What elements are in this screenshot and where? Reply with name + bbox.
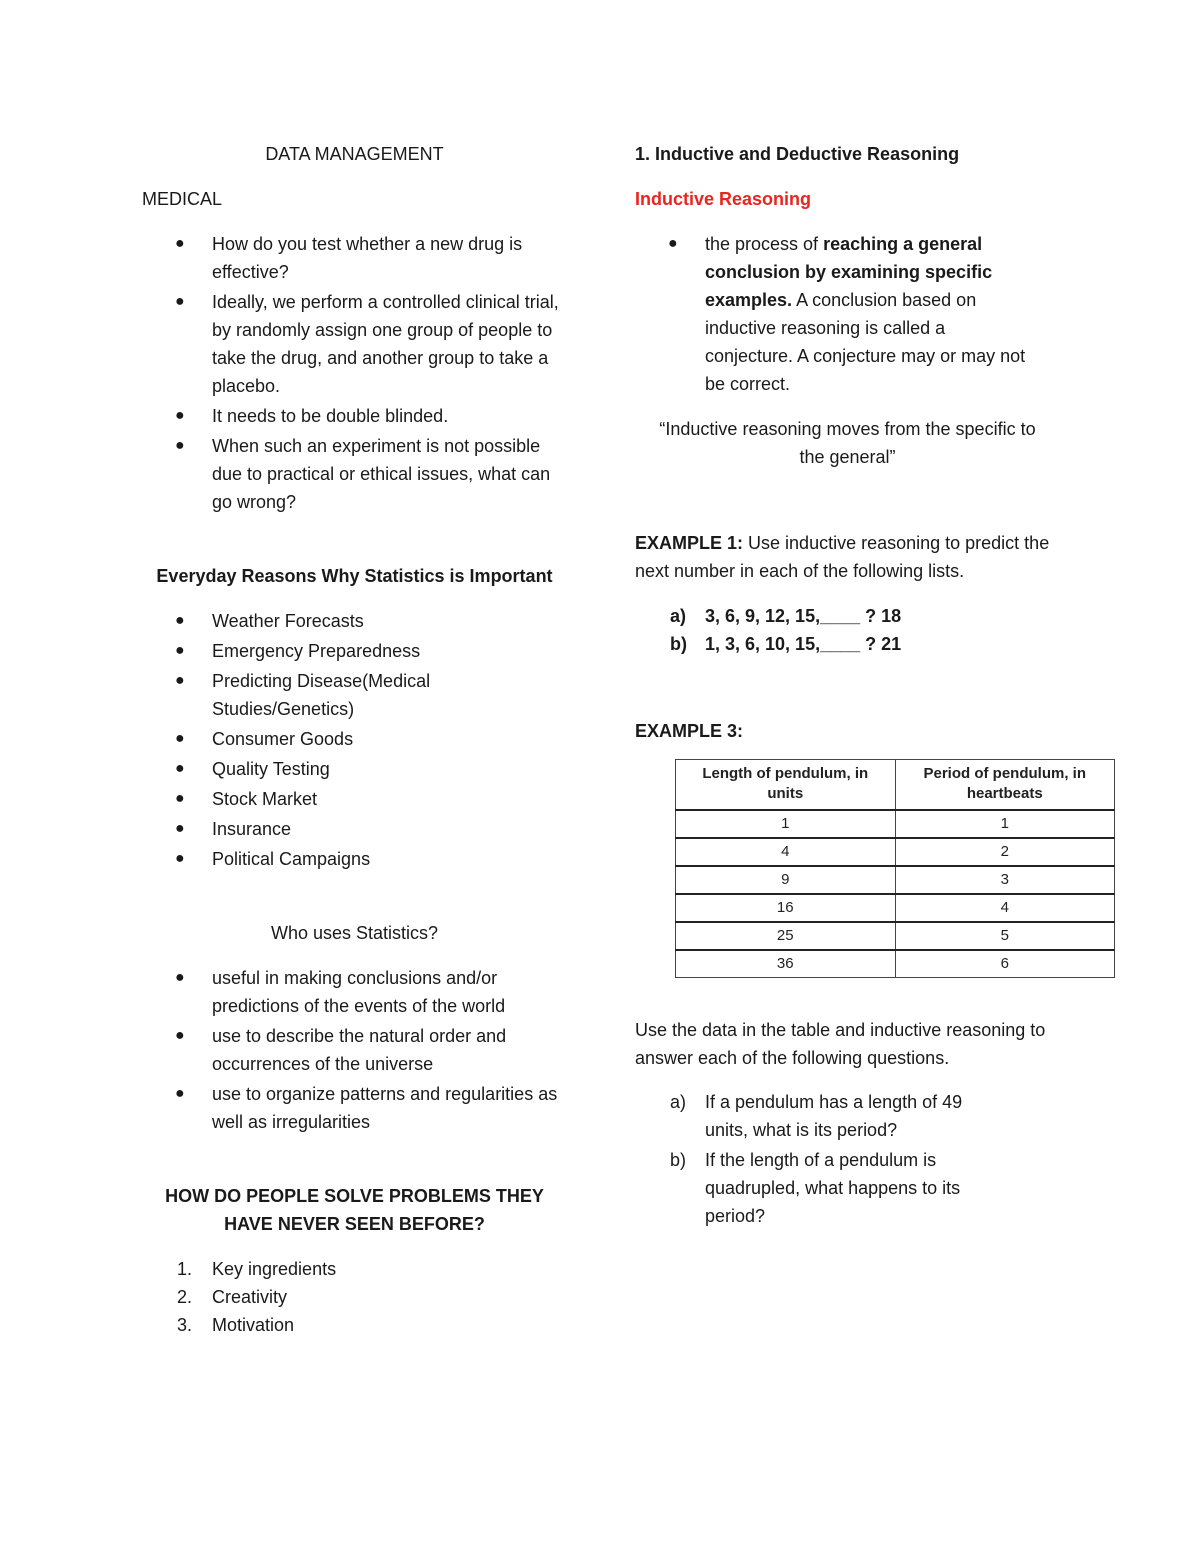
table-cell: 4 [895, 894, 1115, 922]
table-cell: 4 [676, 838, 896, 866]
column-header: Period of pendulum, in heartbeats [895, 760, 1115, 811]
questions-list [635, 1088, 1115, 1230]
table-cell: 9 [676, 866, 896, 894]
list-item: ● Consumer Goods [142, 725, 567, 753]
table-row [676, 838, 1115, 866]
list-item: a) If a pendulum has a length of 49 units, what is its period? [670, 1092, 963, 1140]
who-heading: Who uses Statistics? [270, 923, 439, 943]
quote-line-1: “Inductive reasoning moves from the specific to [659, 419, 1036, 439]
bullet-icon: ● [175, 293, 185, 310]
list-item: ● Emergency Preparedness [142, 637, 567, 665]
bullet-icon: ● [175, 437, 185, 454]
example1-list [635, 602, 1115, 658]
table-row [676, 810, 1115, 838]
bullet-icon: ● [175, 672, 185, 689]
medical-heading: MEDICAL [142, 189, 223, 209]
column-header: Length of pendulum, in units [676, 760, 896, 811]
list-item: a) 3, 6, 9, 12, 15,____ ? 18 [670, 606, 902, 626]
table-cell: 1 [895, 810, 1115, 838]
table-row [676, 894, 1115, 922]
bullet-icon: ● [175, 760, 185, 777]
section-title: 1. Inductive and Deductive Reasoning [635, 144, 960, 164]
example1-text: EXAMPLE 1: Use inductive reasoning to predict the next number in each of the following lists. [635, 533, 1050, 581]
bullet-icon: ● [175, 612, 185, 629]
everyday-heading: Everyday Reasons Why Statistics is Important [156, 566, 553, 586]
list-item: ● useful in making conclusions and/or predictions of the events of the world [142, 964, 567, 1020]
list-item: 3. Motivation [177, 1315, 295, 1335]
list-item: 1. Key ingredients [177, 1259, 337, 1279]
table-cell: 16 [676, 894, 896, 922]
quote-line-2: the general” [799, 447, 896, 467]
medical-list [142, 230, 567, 516]
definition-item: ● the process of reaching a general conclusion by examining specific examples. A conclusion based on inductive reasoning is called a conjecture. A conjecture may or may not be correct. [635, 230, 1035, 398]
bullet-icon: ● [175, 969, 185, 986]
table-header-row [676, 760, 1115, 811]
bullet-icon: ● [175, 730, 185, 747]
list-item: ● use to describe the natural order and occurrences of the universe [142, 1022, 567, 1078]
list-item: ● When such an experiment is not possible due to practical or ethical issues, what can go wrong? [142, 432, 567, 516]
table-cell: 5 [895, 922, 1115, 950]
table-cell: 36 [676, 950, 896, 978]
bullet-icon: ● [175, 407, 185, 424]
inductive-heading: Inductive Reasoning [635, 189, 812, 209]
left-column [142, 140, 567, 1339]
table-row [676, 866, 1115, 894]
bullet-icon: ● [175, 1085, 185, 1102]
list-item: ● How do you test whether a new drug is effective? [142, 230, 567, 286]
solve-heading: HOW DO PEOPLE SOLVE PROBLEMS THEY HAVE NEVER SEEN BEFORE? [165, 1186, 544, 1234]
list-item: ● Stock Market [142, 785, 567, 813]
list-item: ● It needs to be double blinded. [142, 402, 567, 430]
table-row [676, 950, 1115, 978]
definition-list [635, 230, 1115, 398]
bullet-icon: ● [668, 235, 678, 252]
bullet-icon: ● [175, 235, 185, 252]
bullet-icon: ● [175, 642, 185, 659]
bullet-icon: ● [175, 850, 185, 867]
list-item: ● Ideally, we perform a controlled clinical trial, by randomly assign one group of people to take the drug, and another group to take a placebo. [142, 288, 567, 400]
table-cell: 3 [895, 866, 1115, 894]
list-item: b) If the length of a pendulum is quadrupled, what happens to its period? [670, 1150, 961, 1226]
list-item: ● Weather Forecasts [142, 607, 567, 635]
solve-list [142, 1255, 567, 1339]
doc-title: DATA MANAGEMENT [265, 144, 444, 164]
pendulum-table [675, 759, 1115, 978]
who-list [142, 964, 567, 1136]
list-item: b) 1, 3, 6, 10, 15,____ ? 21 [670, 634, 902, 654]
list-item: ● Political Campaigns [142, 845, 567, 873]
list-item: ● Insurance [142, 815, 567, 843]
table-cell: 1 [676, 810, 896, 838]
table-row [676, 922, 1115, 950]
example3-label: EXAMPLE 3: [635, 721, 744, 741]
list-item: ● Quality Testing [142, 755, 567, 783]
bullet-icon: ● [175, 1027, 185, 1044]
list-item: ● Predicting Disease(Medical Studies/Genetics) [142, 667, 567, 723]
table-cell: 25 [676, 922, 896, 950]
instructions-text: Use the data in the table and inductive reasoning to answer each of the following questions. [635, 1020, 1046, 1068]
bullet-icon: ● [175, 790, 185, 807]
right-column [635, 140, 1115, 1230]
everyday-list [142, 607, 567, 873]
table-cell: 2 [895, 838, 1115, 866]
list-item: ● use to organize patterns and regularities as well as irregularities [142, 1080, 567, 1136]
bullet-icon: ● [175, 820, 185, 837]
list-item: 2. Creativity [177, 1287, 288, 1307]
table-cell: 6 [895, 950, 1115, 978]
